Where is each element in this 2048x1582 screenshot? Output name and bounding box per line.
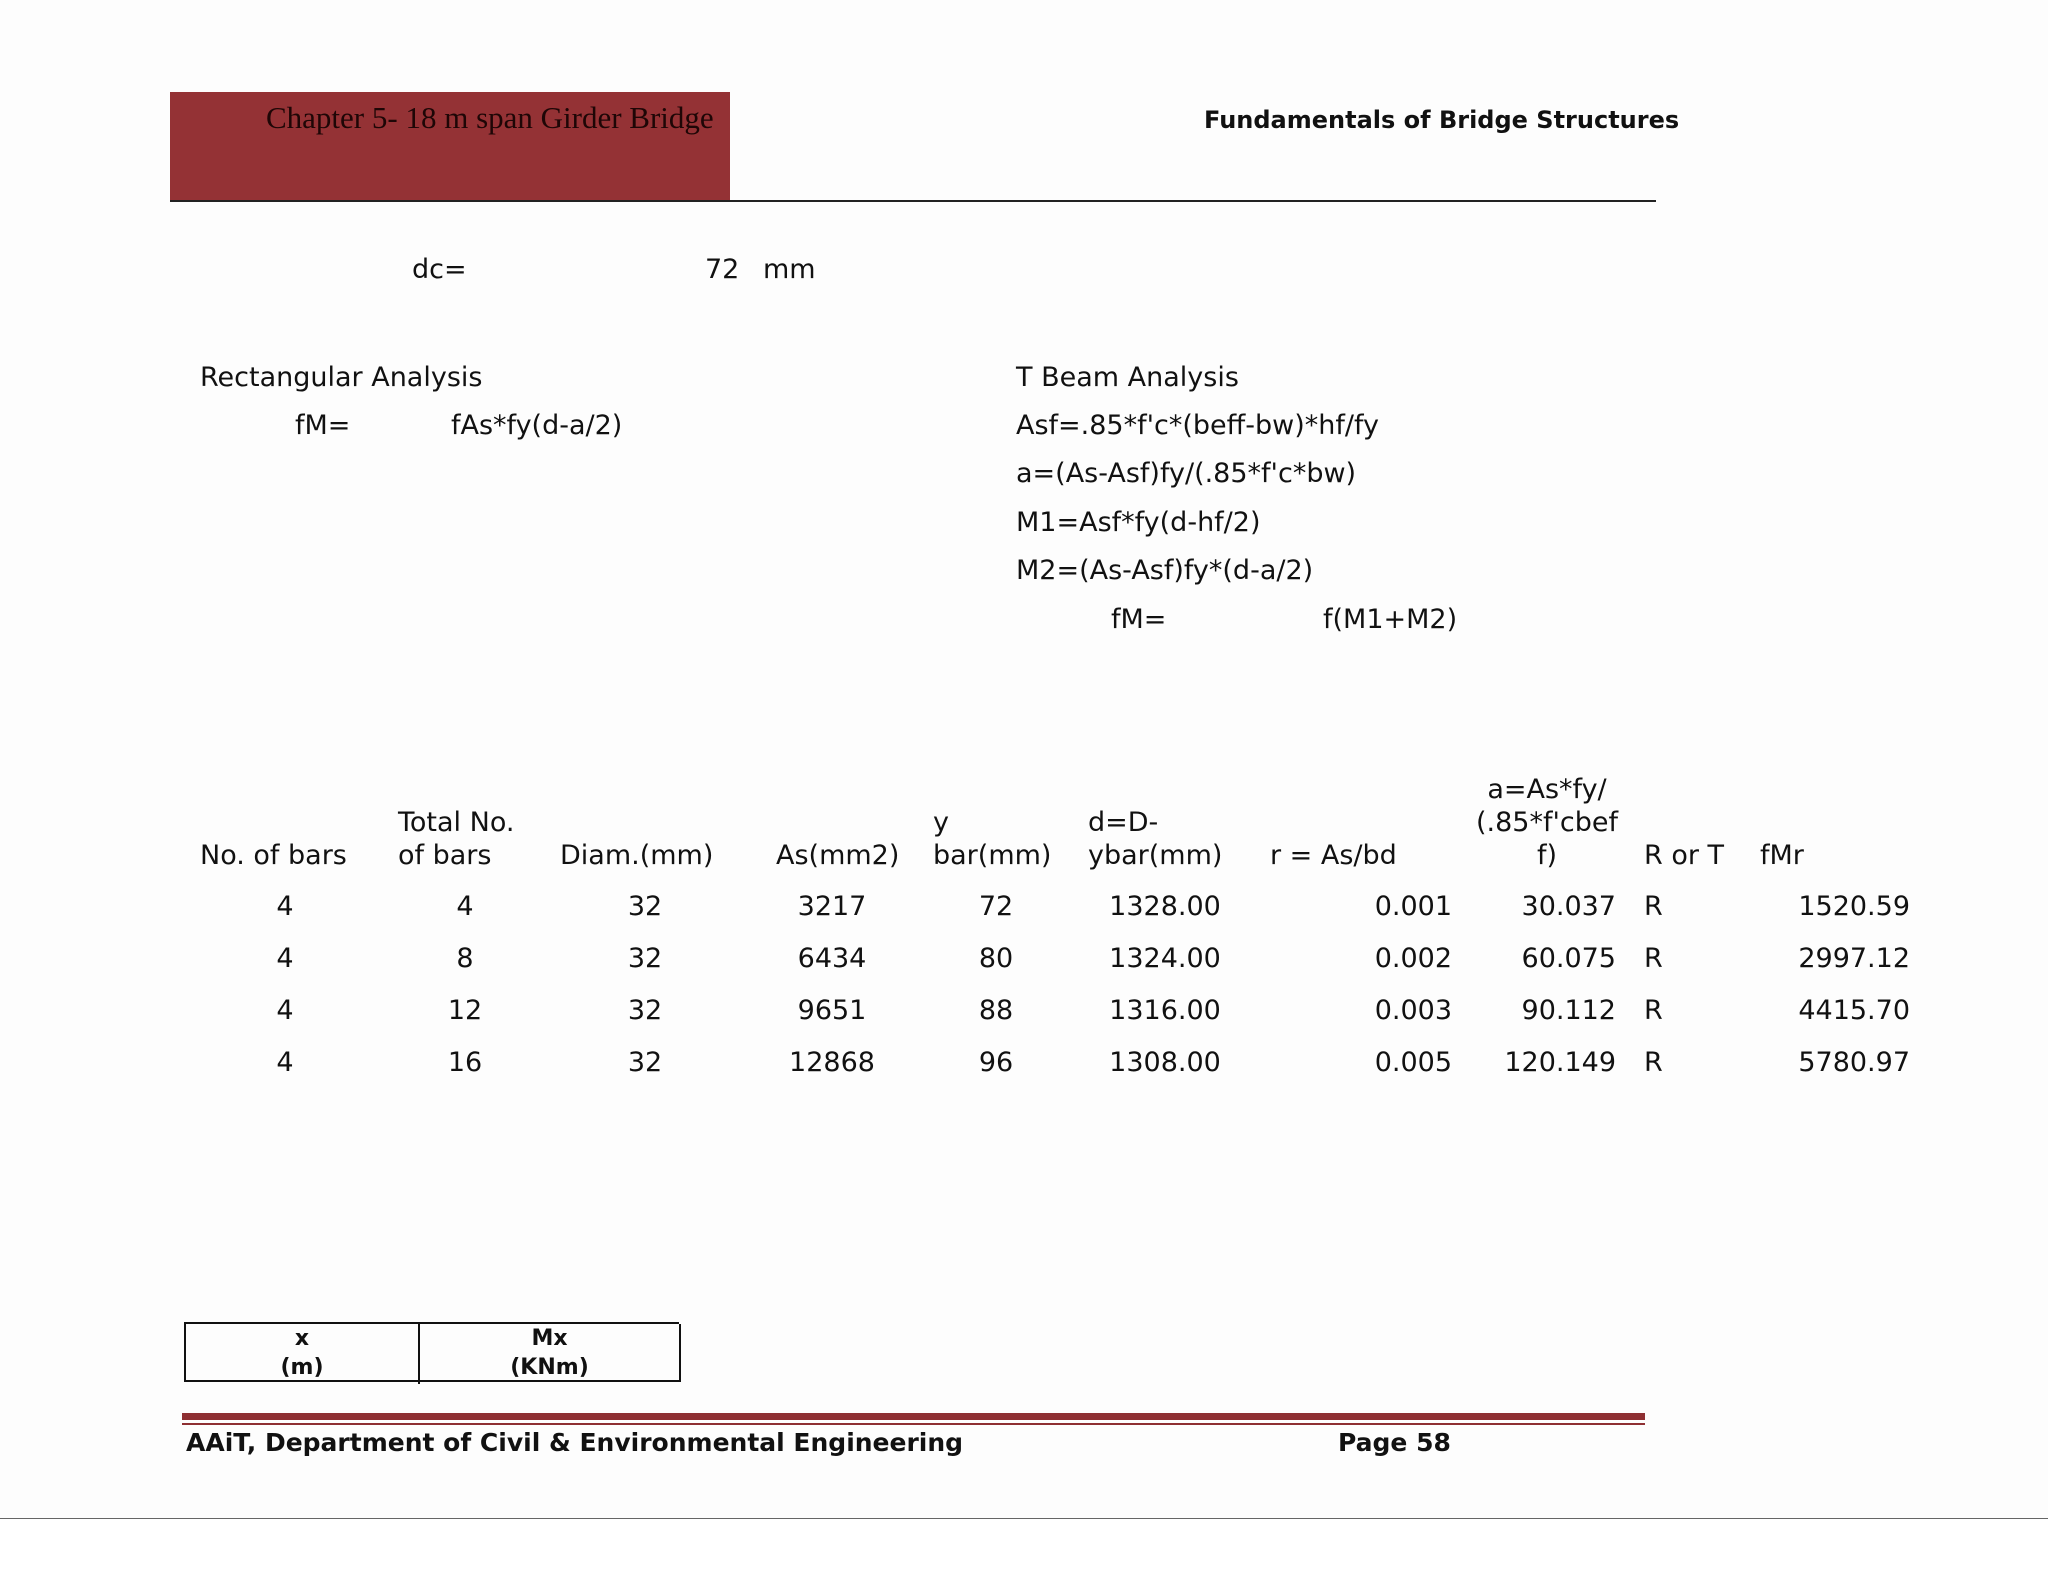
table-cell-as: 6434 (797, 943, 867, 974)
table-cell-no-bars: 4 (276, 891, 294, 922)
header-total-no-of-bars: Total No. of bars (398, 807, 515, 871)
footer-rule-thin (182, 1423, 1645, 1425)
table-cell-rho: 0.002 (1374, 943, 1452, 974)
table-cell-no-bars: 4 (276, 995, 294, 1026)
table-cell-a: 90.112 (1521, 995, 1616, 1026)
header-rho: r = As/bd (1270, 840, 1397, 871)
table-cell-fmr: 1520.59 (1798, 891, 1910, 922)
header-as: As(mm2) (776, 840, 900, 871)
tbeam-fm-formula: f(M1+M2) (1323, 604, 1458, 635)
table-cell-r-or-t: R (1644, 995, 1663, 1026)
page-bottom-edge (0, 1518, 2048, 1519)
table-cell-total-bars: 8 (456, 943, 474, 974)
tbeam-asf-formula: Asf=.85*f'c*(beff-bw)*hf/fy (1016, 410, 1379, 441)
table-cell-as: 9651 (797, 995, 867, 1026)
header-d: d=D- ybar(mm) (1088, 807, 1223, 871)
mx-table-mx-header: Mx (KNm) (510, 1326, 589, 1380)
table-cell-rho: 0.005 (1374, 1047, 1452, 1078)
dc-unit: mm (763, 254, 816, 285)
table-cell-ybar: 88 (978, 995, 1014, 1026)
tbeam-a-formula: a=(As-Asf)fy/(.85*f'c*bw) (1016, 458, 1357, 489)
tbeam-m1-formula: M1=Asf*fy(d-hf/2) (1016, 507, 1261, 538)
table-cell-rho: 0.001 (1374, 891, 1452, 922)
table-cell-fmr: 2997.12 (1798, 943, 1910, 974)
book-title: Fundamentals of Bridge Structures (1204, 106, 1680, 134)
rectangular-fm-label: fM= (295, 410, 351, 441)
header-diameter: Diam.(mm) (560, 840, 714, 871)
header-fmr: fMr (1760, 840, 1804, 871)
table-cell-total-bars: 16 (447, 1047, 483, 1078)
tbeam-fm-label: fM= (1111, 604, 1167, 635)
tbeam-m2-formula: M2=(As-Asf)fy*(d-a/2) (1016, 555, 1314, 586)
header-rule (170, 200, 1656, 202)
table-cell-r-or-t: R (1644, 891, 1663, 922)
mx-table (184, 1322, 679, 1382)
rectangular-fm-formula: fAs*fy(d-a/2) (451, 410, 623, 441)
mx-table-right-border (679, 1324, 681, 1382)
table-cell-rho: 0.003 (1374, 995, 1452, 1026)
footer-rule (182, 1413, 1645, 1420)
table-cell-ybar: 72 (978, 891, 1014, 922)
table-cell-fmr: 5780.97 (1798, 1047, 1910, 1078)
table-cell-d: 1316.00 (1109, 995, 1221, 1026)
table-cell-d: 1328.00 (1109, 891, 1221, 922)
dc-value: 72 (705, 254, 740, 285)
table-cell-diam: 32 (627, 891, 663, 922)
rectangular-analysis-title: Rectangular Analysis (200, 362, 483, 393)
table-cell-r-or-t: R (1644, 943, 1663, 974)
dc-label: dc= (412, 254, 467, 285)
header-y-bar: y bar(mm) (933, 807, 1052, 871)
table-cell-d: 1308.00 (1109, 1047, 1221, 1078)
table-cell-no-bars: 4 (276, 943, 294, 974)
table-cell-total-bars: 12 (447, 995, 483, 1026)
footer-department: AAiT, Department of Civil & Environmental Engineering (186, 1428, 964, 1457)
table-cell-r-or-t: R (1644, 1047, 1663, 1078)
header-no-of-bars: No. of bars (200, 840, 347, 871)
header-a: a=As*fy/ (.85*f'cbef f) (1475, 774, 1619, 871)
table-cell-total-bars: 4 (456, 891, 474, 922)
header-r-or-t: R or T (1644, 840, 1725, 871)
tbeam-analysis-title: T Beam Analysis (1016, 362, 1239, 393)
footer-page-number: Page 58 (1338, 1428, 1451, 1457)
table-cell-a: 30.037 (1521, 891, 1616, 922)
table-cell-no-bars: 4 (276, 1047, 294, 1078)
table-cell-as: 3217 (797, 891, 867, 922)
table-cell-d: 1324.00 (1109, 943, 1221, 974)
table-cell-ybar: 80 (978, 943, 1014, 974)
table-cell-a: 120.149 (1504, 1047, 1616, 1078)
table-cell-as: 12868 (789, 1047, 875, 1078)
table-cell-fmr: 4415.70 (1798, 995, 1910, 1026)
mx-table-x-header: x (m) (280, 1326, 324, 1380)
table-cell-ybar: 96 (978, 1047, 1014, 1078)
table-cell-a: 60.075 (1521, 943, 1616, 974)
table-cell-diam: 32 (627, 995, 663, 1026)
table-cell-diam: 32 (627, 943, 663, 974)
chapter-title: Chapter 5- 18 m span Girder Bridge (266, 100, 714, 135)
table-cell-diam: 32 (627, 1047, 663, 1078)
